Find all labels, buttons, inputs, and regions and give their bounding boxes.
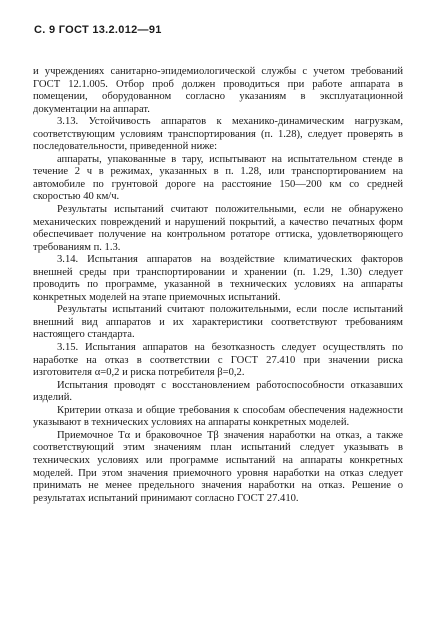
paragraph-3-13: 3.13. Устойчивость аппаратов к механико-динамическим нагрузкам, соответствующим условиям транспортирования (п. 1.28), следует проверять в последовательности, приведенной ниже: xyxy=(33,116,403,153)
page-header: С. 9 ГОСТ 13.2.012—91 xyxy=(34,24,162,36)
paragraph-transport-test: аппараты, упакованные в тару, испытывают на испытательном стенде в течение 2 ч в режимах, указанных в п. 1.28, или транспортированием на автомобиле по грунтовой дороге на расстояние 150—200 км со средней скоростью 40 км/ч. xyxy=(33,153,403,203)
paragraph-3-14: 3.14. Испытания аппаратов на воздействие климатических факторов внешней среды при транспортировании и хранении (п. 1.29, 1.30) следует проводить по программе, указанной в технических условиях на аппараты конкретных моделей на этапе приемочных испытаний. xyxy=(33,254,403,303)
paragraph-acceptance-values: Приемочное Tα и браковочное Tβ значения наработки на отказ, а также соответствующий этим значениям план испытаний следует указывать в технических условиях или программе испытаний на аппараты конкретных моделей. При этом значения приемочного уровня наработки на отказ следует принимать не менее предельного значения наработки на отказ. Решение о результатах испытаний принимают согласно ГОСТ 27.410. xyxy=(33,429,403,504)
paragraph-failure-criteria: Критерии отказа и общие требования к способам обеспечения надежности указывают в технических условиях на аппараты конкретных моделей. xyxy=(33,404,403,429)
paragraph-3-15: 3.15. Испытания аппаратов на безотказность следует осуществлять по наработке на отказ в соответствии с ГОСТ 27.410 при значении риска изготовителя α=0,2 и риска потребителя β=0,2. xyxy=(33,342,403,379)
paragraph-continuation: и учреждениях санитарно-эпидемиологической службы с учетом требований ГОСТ 12.1.005. Отбор проб должен проводиться при работе аппарата в помещении, оборудованном согласно указаниям в эксплуатационной документации на аппарат. xyxy=(33,66,403,115)
paragraph-restoration: Испытания проводят с восстановлением работоспособности отказавших изделий. xyxy=(33,379,403,404)
paragraph-results-2: Результаты испытаний считают положительными, если после испытаний внешний вид аппаратов и их характеристики соответствуют требованиям настоящего стандарта. xyxy=(33,304,403,341)
body-text xyxy=(33,66,403,505)
paragraph-results-1: Результаты испытаний считают положительными, если не обнаружено механических повреждений и нарушений покрытий, а качество печатных форм обеспечивает получение на контрольном ротаторе оттиска, удовлетворяющего требованиям п. 1.3. xyxy=(33,204,403,253)
